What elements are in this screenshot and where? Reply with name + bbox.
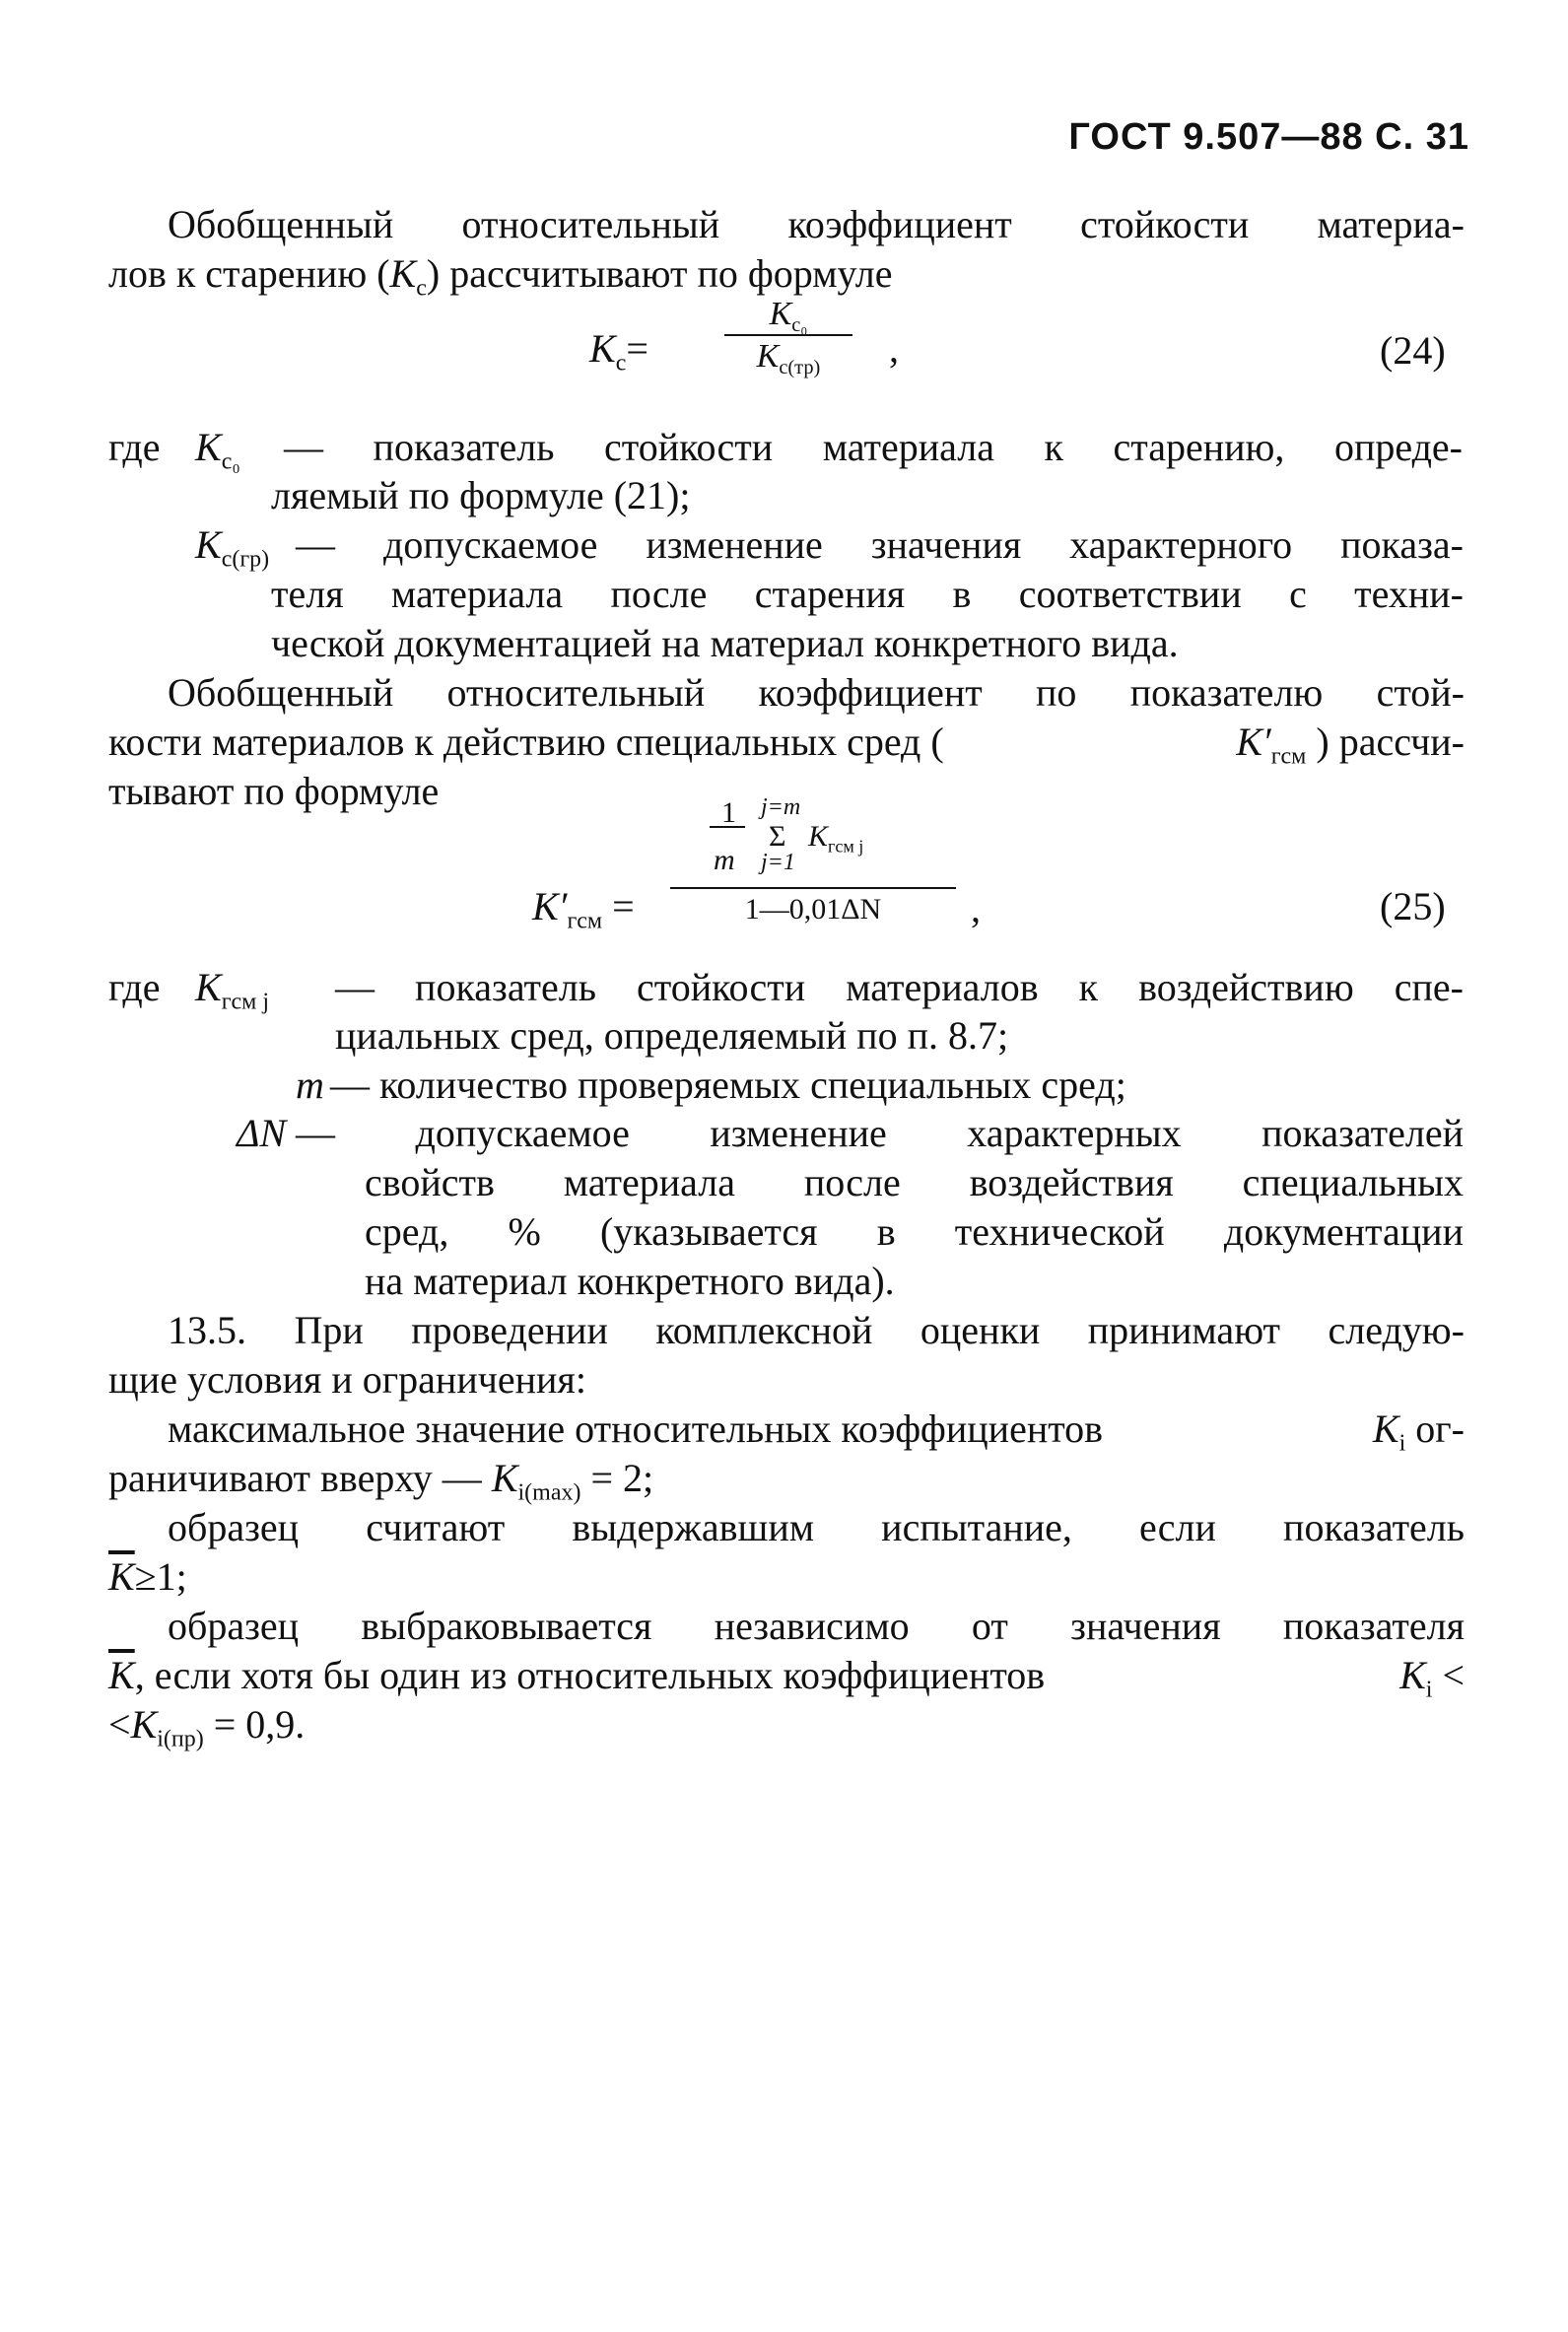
paragraph-line: $<K_{i(пр)} = 0,9$.	[108, 1702, 306, 1752]
paragraph-line: $\overline{K}$, если хотя бы один из относительных коэффициентов $K_i$ <	[108, 1653, 1465, 1703]
paragraph-line: тывают по формуле	[108, 769, 440, 813]
equation-number: (24)	[1380, 328, 1446, 373]
where-label: где	[108, 965, 161, 1009]
paragraph-line: максимальное значение относительных коэффициентов $K_i$ ог-	[168, 1406, 1465, 1457]
symbol-m: m	[296, 1063, 324, 1107]
symbol-k-c0: $K_{с_0}$	[195, 425, 240, 475]
paragraph-line: щие условия и ограничения:	[108, 1357, 586, 1402]
definition-line: — допускаемое изменение характерных показателей	[296, 1111, 1464, 1155]
paragraph-line: образец считают выдержавшим испытание, если показатель	[168, 1505, 1465, 1549]
page-header: ГОСТ 9.507—88 С. 31	[1068, 116, 1469, 158]
paragraph-line: $\overline{K}\ge 1$;	[108, 1554, 187, 1599]
definition-line: на материал конкретного вида).	[365, 1259, 895, 1303]
formula-24-comma: ,	[889, 326, 899, 371]
symbol-k-cgr: $K_{с(гр)}$	[195, 522, 270, 573]
paragraph-line: Обобщенный относительный коэффициент по показателю стой-	[168, 670, 1465, 715]
formula-24-fraction: $K_{с_0}$ $K_{с(тр)}$	[724, 296, 852, 376]
paragraph-line: раничивают вверху — $K_{i(max)} = 2$;	[108, 1456, 654, 1506]
paragraph-line: Обобщенный относительный коэффициент стойкости материа-	[168, 202, 1465, 246]
formula-24: $K_с=$	[589, 326, 648, 377]
definition-line: — показатель стойкости материалов к воздействию спе-	[335, 965, 1464, 1009]
definition-line: теля материала после старения в соответствии с техни-	[271, 572, 1464, 616]
definition-line: — количество проверяемых специальных сред;	[330, 1063, 1126, 1107]
paragraph-line: 13.5. При проведении комплексной оценки принимают следую-	[168, 1308, 1465, 1352]
definition-line: — показатель стойкости материала к старению, опреде-	[284, 425, 1463, 469]
where-label: где	[108, 425, 161, 469]
paragraph-line: лов к старению $(K_с)$ рассчитывают по формуле	[108, 251, 893, 302]
symbol-delta-n: ΔN	[237, 1111, 287, 1155]
definition-line: циальных сред, определяемый по п. 8.7;	[335, 1013, 1009, 1058]
definition-line: ляемый по формуле (21);	[271, 473, 691, 517]
formula-25: $K'_{гсм}$ =	[532, 884, 635, 934]
equation-number: (25)	[1380, 884, 1446, 928]
formula-25-fraction: 1 j=m Σ $K_{гсм j}$ m j=1 1—0,01ΔN	[670, 798, 956, 926]
paragraph-line: образец выбраковывается независимо от значения показателя	[168, 1604, 1465, 1648]
definition-line: — допускаемое изменение значения характерного показа-	[296, 522, 1464, 567]
formula-25-comma: ,	[971, 886, 981, 930]
symbol-k-gsmj: $K_{гсм j}$	[195, 965, 270, 1015]
definition-line: свойств материала после воздействия специальных	[365, 1160, 1464, 1204]
paragraph-line: кости материалов к действию специальных сред ( $K'_{гсм}$ ) рассчи-	[108, 720, 1465, 770]
definition-line: сред, % (указывается в технической документации	[365, 1209, 1464, 1254]
definition-line: ческой документацией на материал конкретного вида.	[271, 621, 1179, 665]
